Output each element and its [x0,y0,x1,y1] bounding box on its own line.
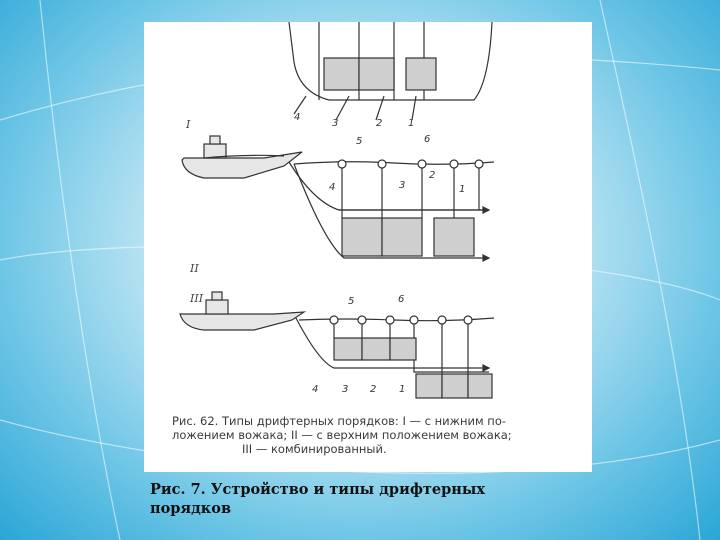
label-III-4: 4 [312,384,319,395]
scan-caption-line-1: Рис. 62. Типы дрифтерных порядков: I — с нижним по- [172,414,507,428]
label-III-2: 2 [370,384,377,395]
section-label-III: III [190,292,204,305]
label-I-4: 4 [294,112,301,123]
label-III-6: 6 [398,294,405,305]
scanned-figure-caption [144,414,592,456]
label-II-2: 2 [429,170,436,181]
label-II-5: 5 [356,136,363,147]
label-II-6: 6 [424,134,431,145]
slide-caption-line-2: порядков [150,500,232,517]
scan-caption-line-3: III — комбинированный. [242,442,387,456]
slide-caption-line-1: Рис. 7. Устройство и типы дрифтерных [150,481,486,498]
figure-panel [144,22,592,472]
drift-net-diagram [144,22,592,472]
label-I-1: 1 [408,118,415,129]
label-II-1: 1 [459,184,466,195]
label-III-3: 3 [342,384,349,395]
label-II-4: 4 [329,182,336,193]
label-III-1: 1 [399,384,406,395]
slide-caption [150,480,570,518]
section-label-I: I [186,118,191,131]
label-III-5: 5 [348,296,355,307]
scan-caption-line-2: ложением вожака; II — с верхним положением вожака; [172,428,512,442]
label-II-3: 3 [399,180,406,191]
label-I-2: 2 [376,118,383,129]
section-label-II: II [190,262,199,275]
label-I-3: 3 [332,118,339,129]
